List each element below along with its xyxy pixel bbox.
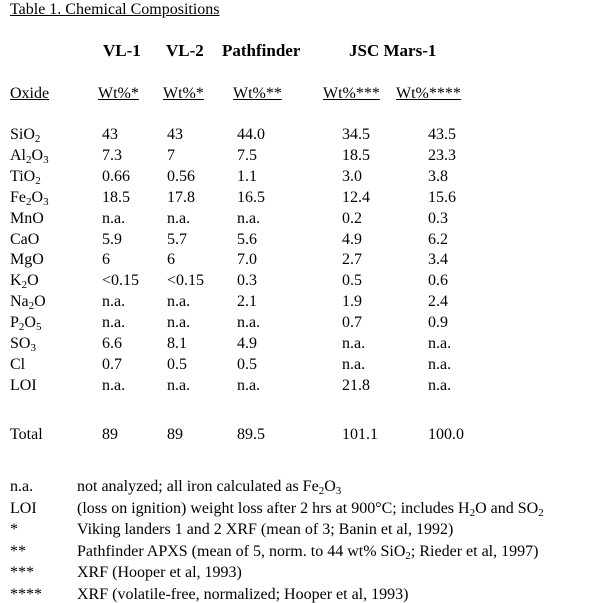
- oxide-text: O: [31, 147, 44, 164]
- oxide-text: LOI: [10, 377, 37, 394]
- oxide-subscript: 2: [34, 133, 41, 145]
- oxide-label: [10, 315, 41, 331]
- table-cell: 2.7: [342, 251, 362, 268]
- oxide-text: SO: [10, 335, 31, 352]
- table-cell: 3.4: [428, 251, 448, 268]
- oxide-text: Fe: [10, 189, 26, 206]
- footnote-text: [77, 565, 242, 581]
- column-header-pathfinder: Wt%**: [233, 85, 282, 102]
- table-title: Table 1. Chemical Compositions: [10, 1, 220, 18]
- oxide-label: [10, 336, 36, 352]
- table-cell: 0.7: [102, 356, 122, 373]
- total-label: Total: [10, 426, 43, 443]
- table-cell: 0.5: [342, 272, 362, 289]
- total-cell: 89.5: [237, 426, 265, 443]
- footnote-text: [77, 479, 341, 495]
- total-cell: 101.1: [342, 426, 378, 443]
- oxide-subscript: 3: [43, 196, 49, 208]
- table-cell: 18.5: [102, 189, 130, 206]
- table-cell: 44.0: [237, 126, 265, 143]
- group-header-vl1: VL-1: [103, 41, 141, 60]
- oxide-subscript: 2: [35, 175, 41, 187]
- table-cell: 3.8: [428, 168, 448, 185]
- table-cell: 43: [167, 126, 183, 143]
- footnote-segment: XRF (volatile-free, normalized; Hooper et al, 1993): [77, 586, 409, 603]
- total-cell: 100.0: [428, 426, 464, 443]
- oxide-text: TiO: [10, 168, 36, 185]
- total-cell: 89: [102, 426, 118, 443]
- table-cell: n.a.: [102, 210, 126, 227]
- oxide-text: K: [10, 272, 22, 289]
- table-cell: 15.6: [428, 189, 456, 206]
- table-cell: 5.7: [167, 231, 187, 248]
- table-cell: 6: [167, 251, 175, 268]
- column-header-vl1: Wt%*: [98, 85, 139, 102]
- oxide-text: O: [31, 189, 44, 206]
- oxide-label: [10, 148, 49, 164]
- table-cell: 12.4: [342, 189, 370, 206]
- column-header-oxide: Oxide: [10, 85, 50, 102]
- table-cell: 0.3: [428, 210, 448, 227]
- footnote-key: **: [10, 543, 26, 560]
- table-cell: n.a.: [167, 293, 191, 310]
- table-cell: n.a.: [428, 335, 452, 352]
- table-cell: 3.0: [342, 168, 362, 185]
- oxide-text: CaO: [10, 231, 40, 248]
- table-cell: 21.8: [342, 377, 370, 394]
- oxide-text: O: [34, 293, 46, 310]
- oxide-label: [10, 169, 41, 185]
- table-cell: 1.1: [237, 168, 257, 185]
- footnote-key: *: [10, 521, 18, 538]
- table-cell: 0.3: [237, 272, 257, 289]
- oxide-text: MnO: [10, 210, 44, 227]
- footnote-text: [77, 544, 538, 560]
- footnote-subscript: 2: [318, 485, 325, 497]
- table-cell: 6: [102, 251, 110, 268]
- group-header-jsc-mars-1: JSC Mars-1: [349, 41, 437, 60]
- oxide-subscript: 2: [21, 279, 28, 291]
- table-cell: 6.6: [102, 335, 122, 352]
- table-cell: n.a.: [167, 210, 191, 227]
- column-header-jsc-1: Wt%***: [323, 85, 380, 102]
- oxide-text: O: [24, 314, 36, 331]
- oxide-subscript: 3: [30, 342, 36, 354]
- table-cell: n.a.: [102, 293, 126, 310]
- footnote-segment: not analyzed; all iron calculated as Fe: [77, 478, 319, 495]
- table-cell: <0.15: [102, 272, 140, 289]
- table-cell: n.a.: [102, 377, 126, 394]
- table-cell: n.a.: [342, 335, 366, 352]
- table-cell: n.a.: [102, 314, 126, 331]
- oxide-label: [10, 127, 40, 143]
- oxide-label: [10, 378, 37, 394]
- table-cell: 0.6: [428, 272, 448, 289]
- table-cell: 2.4: [428, 293, 448, 310]
- table-cell: 18.5: [342, 147, 370, 164]
- footnote-key: n.a.: [10, 478, 34, 495]
- oxide-text: O: [27, 272, 39, 289]
- table-cell: n.a.: [167, 314, 191, 331]
- footnote-text: [77, 501, 544, 517]
- oxide-text: SiO: [10, 126, 35, 143]
- table-cell: n.a.: [167, 377, 191, 394]
- table-cell: 1.9: [342, 293, 362, 310]
- table-cell: 5.6: [237, 231, 257, 248]
- footnote-segment: O: [324, 478, 336, 495]
- table-cell: n.a.: [428, 356, 452, 373]
- oxide-text: Al: [10, 147, 26, 164]
- oxide-subscript: 2: [18, 321, 25, 333]
- group-header-pathfinder: Pathfinder: [222, 41, 301, 60]
- total-cell: 89: [167, 426, 183, 443]
- table-cell: n.a.: [428, 377, 452, 394]
- table-cell: 0.2: [342, 210, 362, 227]
- oxide-label: [10, 252, 44, 268]
- table-cell: n.a.: [237, 314, 261, 331]
- footnote-subscript: 2: [469, 507, 476, 519]
- footnote-text: [77, 522, 453, 538]
- table-cell: 0.5: [167, 356, 187, 373]
- table-cell: 2.1: [237, 293, 257, 310]
- table-cell: 0.7: [342, 314, 362, 331]
- footnote-segment: Viking landers 1 and 2 XRF (mean of 3; Banin et al, 1992): [77, 521, 454, 538]
- oxide-text: Cl: [10, 356, 26, 373]
- footnote-key: ***: [10, 564, 34, 581]
- footnote-segment: ; Rieder et al, 1997): [410, 543, 539, 560]
- table-cell: 0.66: [102, 168, 130, 185]
- table-cell: 5.9: [102, 231, 122, 248]
- oxide-label: [10, 190, 49, 206]
- table-cell: 17.8: [167, 189, 195, 206]
- oxide-subscript: 2: [26, 196, 32, 208]
- oxide-label: [10, 294, 46, 310]
- table-cell: 0.9: [428, 314, 448, 331]
- column-header-jsc-2: Wt%****: [396, 85, 461, 102]
- oxide-subscript: 5: [35, 321, 42, 333]
- oxide-text: Na: [10, 293, 29, 310]
- footnote-segment: Pathfinder APXS (mean of 5, norm. to 44 wt% SiO: [77, 543, 406, 560]
- oxide-text: MgO: [10, 251, 44, 268]
- table-cell: n.a.: [237, 210, 261, 227]
- oxide-label: [10, 357, 25, 373]
- oxide-subscript: 2: [26, 154, 32, 166]
- table-cell: 4.9: [342, 231, 362, 248]
- table-cell: 6.2: [428, 231, 448, 248]
- oxide-label: [10, 273, 39, 289]
- table-cell: 7.0: [237, 251, 257, 268]
- oxide-subscript: 3: [43, 154, 49, 166]
- table-cell: 43.5: [428, 126, 456, 143]
- footnote-subscript: 2: [538, 507, 544, 519]
- footnote-segment: XRF (Hooper et al, 1993): [77, 564, 242, 581]
- footnote-text: [77, 587, 408, 603]
- footnote-segment: O and SO: [475, 500, 539, 517]
- table-cell: n.a.: [237, 377, 261, 394]
- oxide-label: [10, 232, 39, 248]
- table-cell: 43: [102, 126, 118, 143]
- footnote-subscript: 3: [335, 485, 342, 497]
- table-cell: 7: [167, 147, 175, 164]
- footnote-key: LOI: [10, 500, 37, 517]
- table-cell: 7.3: [102, 147, 122, 164]
- column-header-vl2: Wt%*: [163, 85, 204, 102]
- table-cell: <0.15: [167, 272, 205, 289]
- table-cell: 0.5: [237, 356, 257, 373]
- footnote-segment: (loss on ignition) weight loss after 2 hrs at 900°C; includes H: [77, 500, 470, 517]
- table-cell: 7.5: [237, 147, 257, 164]
- footnote-subscript: 2: [405, 550, 411, 562]
- table-cell: 34.5: [342, 126, 370, 143]
- oxide-text: P: [10, 314, 19, 331]
- table-cell: 23.3: [428, 147, 456, 164]
- table-cell: n.a.: [342, 356, 366, 373]
- table-cell: 4.9: [237, 335, 257, 352]
- group-header-vl2: VL-2: [166, 41, 204, 60]
- table-cell: 0.56: [167, 168, 195, 185]
- footnote-key: ****: [10, 586, 42, 603]
- oxide-subscript: 2: [28, 300, 35, 312]
- table-cell: 16.5: [237, 189, 265, 206]
- oxide-label: [10, 211, 44, 227]
- table-cell: 8.1: [167, 335, 187, 352]
